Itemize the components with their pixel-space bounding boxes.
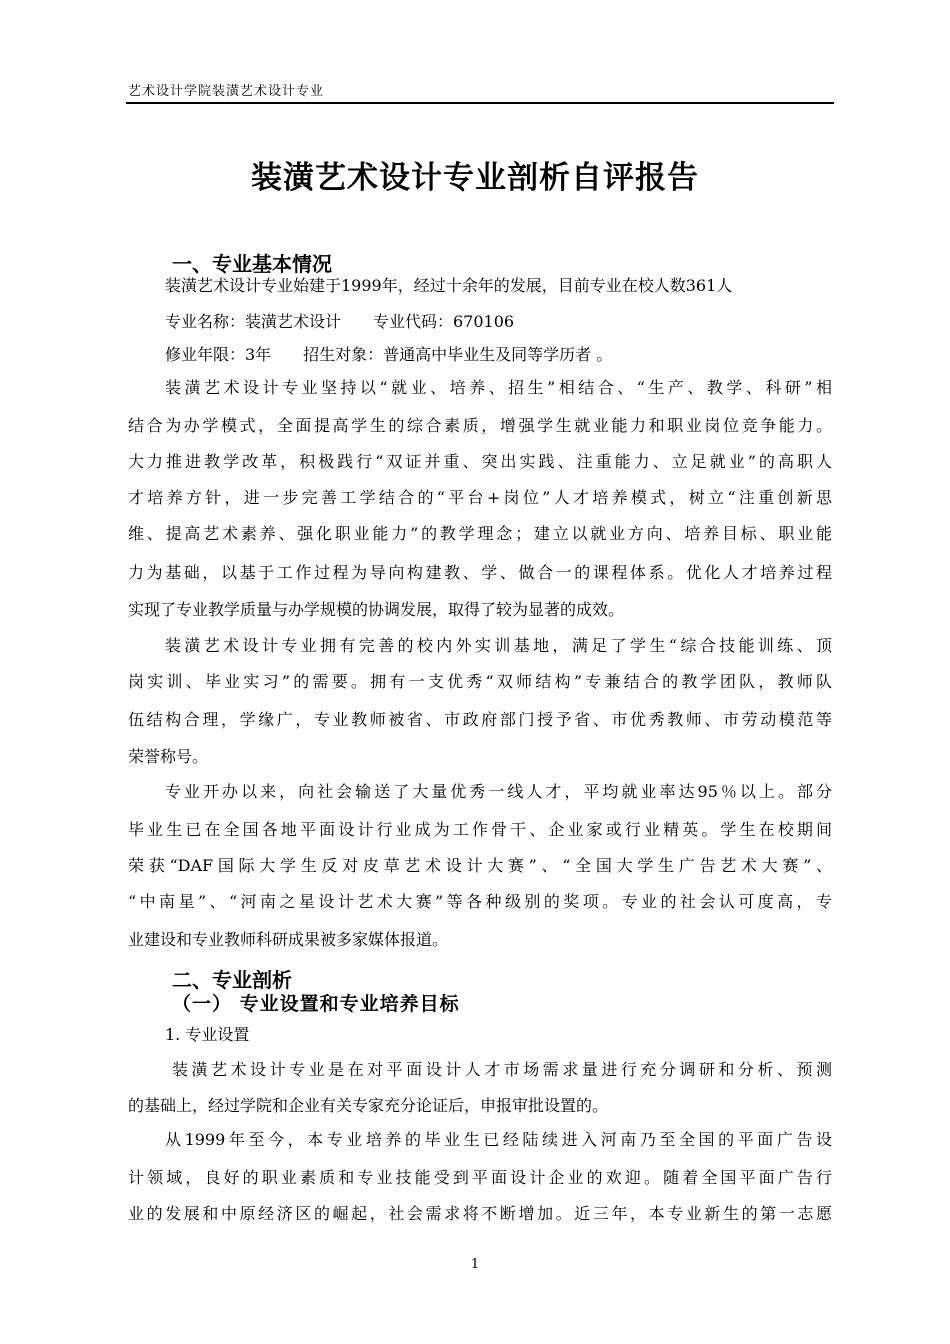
item-heading-setup: 1. 专业设置 <box>165 1025 250 1044</box>
paragraph-line: 计领域，良好的职业素质和专业技能受到平面设计企业的欢迎。随着全国平面广告行 <box>128 1168 832 1187</box>
paragraph-line: 从1999年至今，本专业培养的毕业生已经陆续进入河南乃至全国的平面广告设 <box>165 1130 832 1149</box>
paragraph-line: 力为基础，以基于工作过程为导向构建教、学、做合一的课程体系。优化人才培养过程 <box>128 563 832 582</box>
subsection-heading-setup-goals: （一） 专业设置和专业培养目标 <box>172 993 460 1015</box>
section-heading-basic-info: 一、专业基本情况 <box>172 252 332 276</box>
paragraph-line: 的基础上，经过学院和企业有关专家充分论证后，申报审批设置的。 <box>128 1096 609 1115</box>
paragraph-line: 装潢艺术设计专业是在对平面设计人才市场需求量进行充分调研和分析、预测 <box>172 1060 832 1079</box>
document-title: 装潢艺术设计专业剖析自评报告 <box>251 160 699 196</box>
paragraph-line: 业建设和专业教师科研成果被多家媒体报道。 <box>128 930 449 949</box>
paragraph-line: 实现了专业教学质量与办学规模的协调发展，取得了较为显著的成效。 <box>128 600 625 619</box>
paragraph-line: 荣誉称号。 <box>128 747 209 766</box>
paragraph-line: 才培养方针，进一步完善工学结合的“平台+岗位”人才培养模式，树立“注重创新思 <box>128 488 832 507</box>
paragraph-line: 岗实训、毕业实习”的需要。拥有一支优秀“双师结构”专兼结合的教学团队，教师队 <box>128 672 832 691</box>
paragraph-line: 荣获“DAF国际大学生反对皮草艺术设计大赛”、“全国大学生广告艺术大赛”、 <box>128 856 832 875</box>
paragraph-line: 修业年限：3年 招生对象：普通高中毕业生及同等学历者 。 <box>165 345 613 364</box>
header-rule <box>126 102 834 104</box>
page-number: 1 <box>470 1257 480 1272</box>
paragraph-line: 结合为办学模式，全面提高学生的综合素质，增强学生就业能力和职业岗位竞争能力。 <box>128 416 832 435</box>
paragraph-line: 装潢艺术设计专业坚持以“就业、培养、招生”相结合、“生产、教学、科研”相 <box>165 378 832 397</box>
paragraph-line: 装潢艺术设计专业拥有完善的校内外实训基地，满足了学生“综合技能训练、顶 <box>165 636 832 655</box>
running-header: 艺术设计学院装潢艺术设计专业 <box>128 84 325 99</box>
paragraph-line: 维、提高艺术素养、强化职业能力”的教学理念；建立以就业方向、培养目标、职业能 <box>128 524 832 543</box>
paragraph-line: 装潢艺术设计专业始建于1999年，经过十余年的发展，目前专业在校人数361人 <box>165 276 733 295</box>
section-heading-analysis: 二、专业剖析 <box>172 968 292 992</box>
paragraph-line: “中南星”、“河南之星设计艺术大赛”等各种级别的奖项。专业的社会认可度高，专 <box>128 892 832 911</box>
paragraph-line: 业的发展和中原经济区的崛起，社会需求将不断增加。近三年，本专业新生的第一志愿 <box>128 1204 832 1223</box>
paragraph-line: 毕业生已在全国各地平面设计行业成为工作骨干、企业家或行业精英。学生在校期间 <box>128 820 832 839</box>
paragraph-line: 大力推进教学改革，积极践行“双证并重、突出实践、注重能力、立足就业”的高职人 <box>128 452 832 471</box>
paragraph-line: 伍结构合理，学缘广，专业教师被省、市政府部门授予省、市优秀教师、市劳动模范等 <box>128 710 832 729</box>
paragraph-line: 专业名称：装潢艺术设计 专业代码：670106 <box>165 312 515 331</box>
paragraph-line: 专业开办以来，向社会输送了大量优秀一线人才，平均就业率达95％以上。部分 <box>165 782 832 801</box>
